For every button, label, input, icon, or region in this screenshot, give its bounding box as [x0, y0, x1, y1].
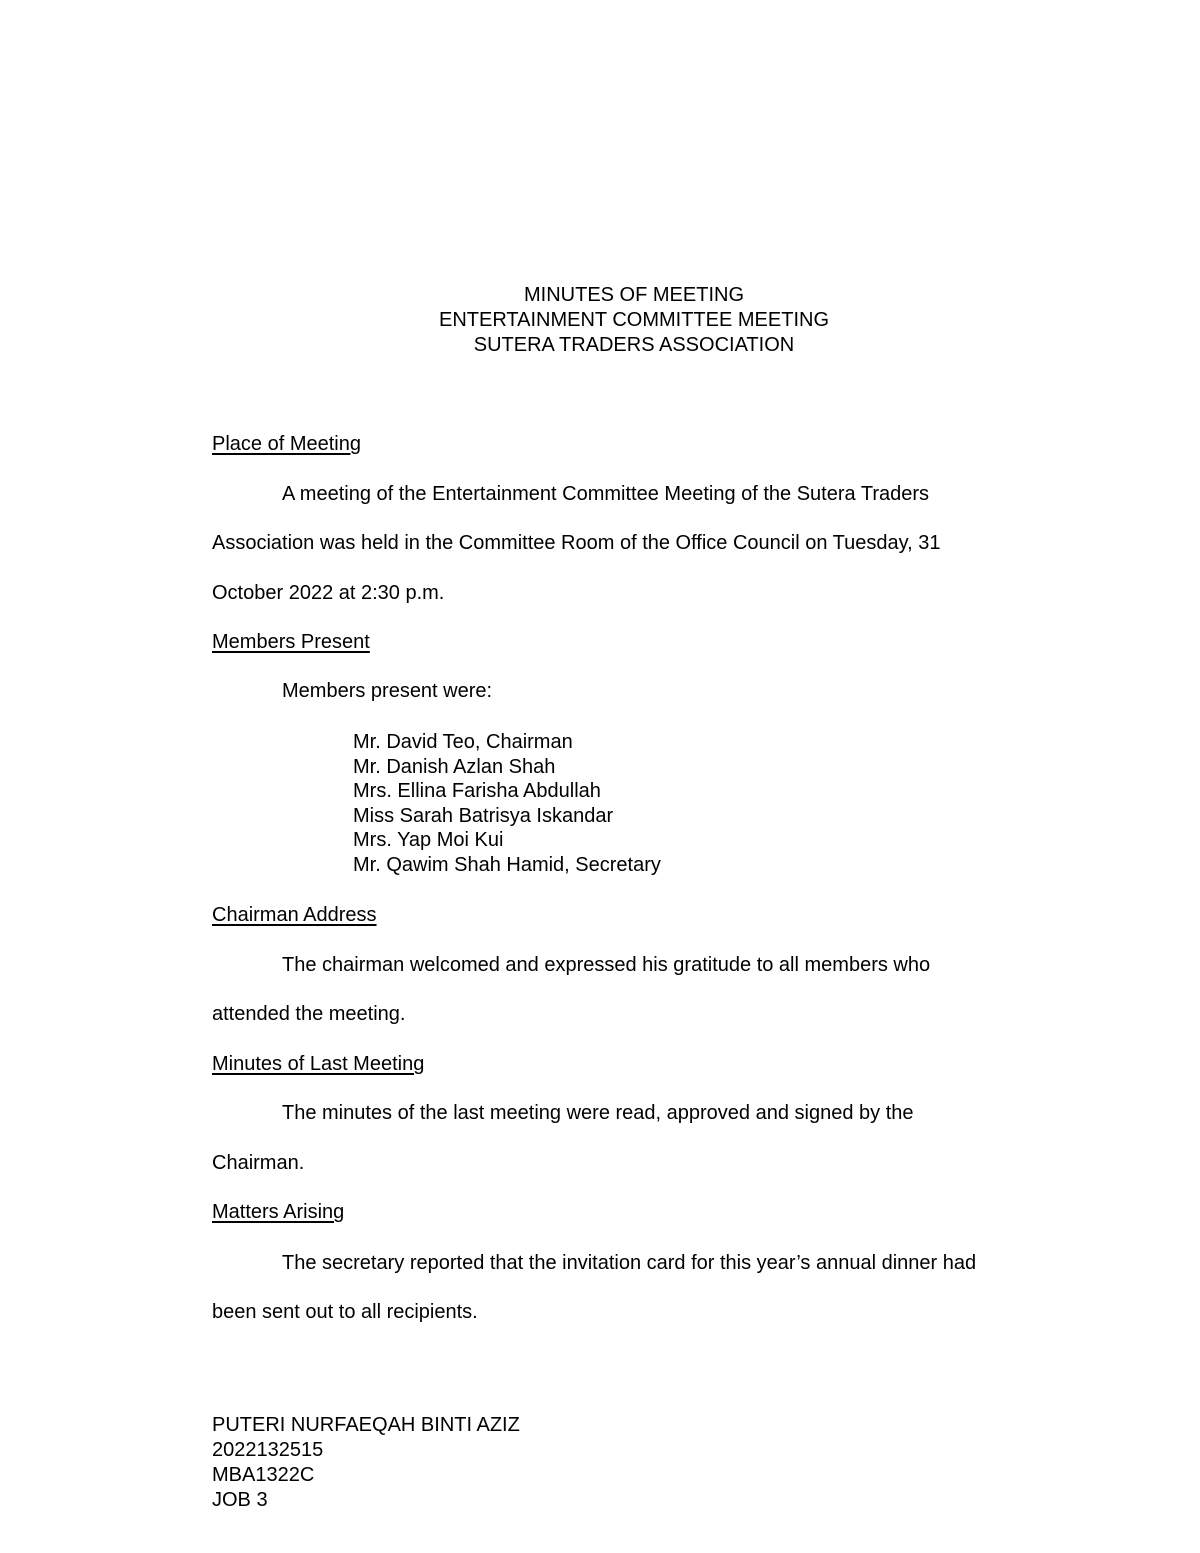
members-list — [353, 730, 661, 878]
member-item: Mr. Danish Azlan Shah — [353, 755, 556, 778]
chairman-text-line-2: attended the meeting. — [212, 1003, 406, 1025]
members-heading: Members Present — [212, 631, 370, 653]
title-line-3: SUTERA TRADERS ASSOCIATION — [473, 334, 795, 356]
student-id: 2022132515 — [212, 1439, 324, 1461]
last-meeting-text-line-1: The minutes of the last meeting were read, approved and signed by the — [282, 1102, 914, 1124]
matters-text-line-2: been sent out to all recipients. — [212, 1301, 478, 1323]
place-text-line-3: October 2022 at 2:30 p.m. — [212, 582, 445, 604]
matters-heading: Matters Arising — [212, 1201, 345, 1223]
member-item: Mr. David Teo, Chairman — [353, 731, 573, 753]
chairman-heading: Chairman Address — [212, 904, 377, 926]
member-item: Mrs. Ellina Farisha Abdullah — [353, 780, 601, 803]
last-meeting-text-line-2: Chairman. — [212, 1152, 305, 1174]
member-item: Mr. Qawim Shah Hamid, Secretary — [353, 853, 661, 876]
chairman-text-line-1: The chairman welcomed and expressed his gratitude to all members who — [282, 954, 931, 976]
author-block — [212, 1413, 520, 1513]
matters-text-line-1: The secretary reported that the invitation card for this year’s annual dinner had — [282, 1252, 977, 1274]
title-line-2: ENTERTAINMENT COMMITTEE MEETING — [438, 309, 829, 331]
place-heading: Place of Meeting — [212, 433, 361, 455]
author-name: PUTERI NURFAEQAH BINTI AZIZ — [212, 1414, 520, 1436]
document-title — [0, 283, 1200, 358]
place-text-line-1: A meeting of the Entertainment Committee Meeting of the Sutera Traders — [282, 483, 930, 505]
class-code: MBA1322C — [212, 1464, 315, 1486]
job-label: JOB 3 — [212, 1489, 268, 1511]
member-item: Miss Sarah Batrisya Iskandar — [353, 804, 614, 827]
members-intro: Members present were: — [282, 680, 493, 702]
member-item: Mrs. Yap Moi Kui — [353, 829, 504, 852]
title-line-1: MINUTES OF MEETING — [524, 284, 744, 306]
place-text-line-2: Association was held in the Committee Room of the Office Council on Tuesday, 31 — [212, 532, 941, 554]
last-meeting-heading: Minutes of Last Meeting — [212, 1053, 425, 1075]
